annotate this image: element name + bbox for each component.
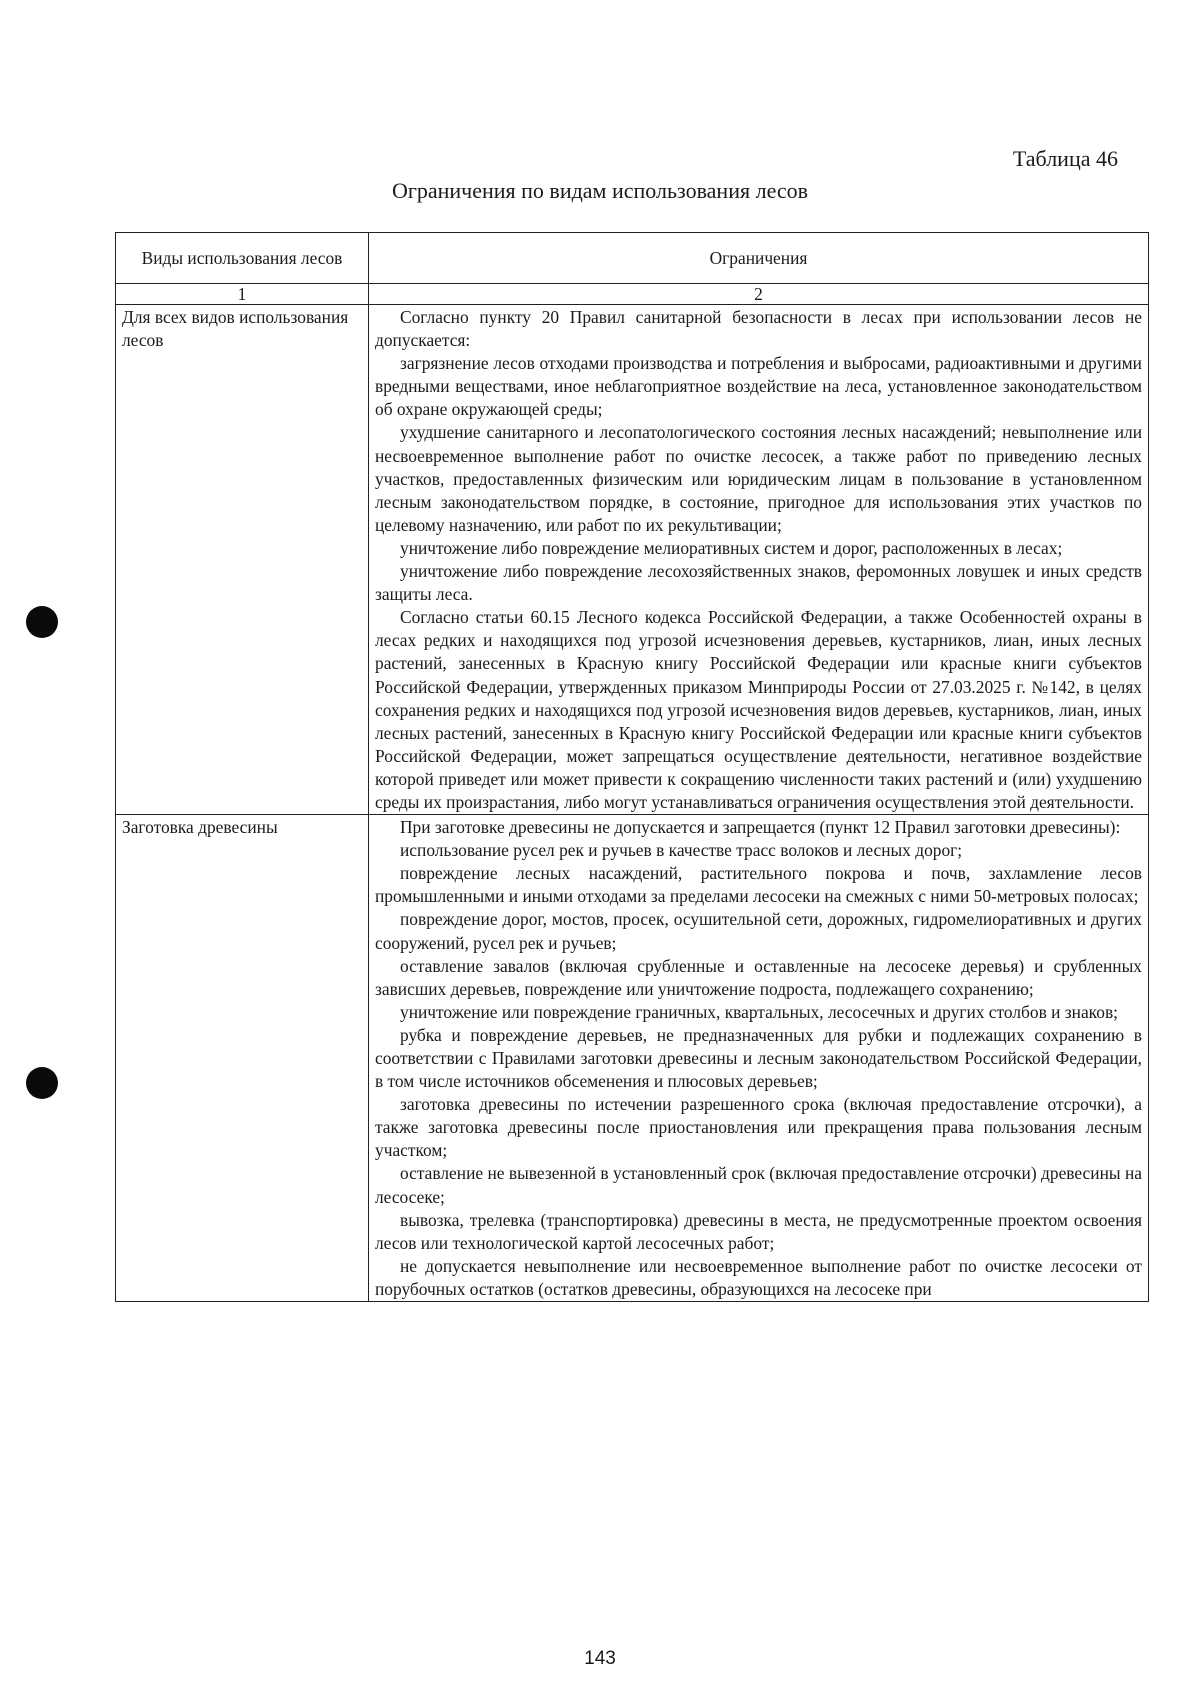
table-row-all-uses (116, 305, 1149, 815)
restriction-paragraph: Согласно пункту 20 Правил санитарной безопасности в лесах при использовании лесов не допускается: (375, 307, 1142, 351)
restriction-paragraph: повреждение дорог, мостов, просек, осушительной сети, дорожных, гидромелиоративных и других сооружений, русел рек и ручьев; (375, 909, 1142, 953)
table-label: Таблица 46 (1012, 146, 1118, 171)
punch-hole-mark (26, 1067, 58, 1099)
restriction-paragraph: Согласно статьи 60.15 Лесного кодекса Российской Федерации, а также Особенностей охраны в лесах редких и находящихся под угрозой исчезновения деревьев, кустарников, лиан, иных лесных растений, занесенных в Красную книгу Российской Федерации или красные книги субъектов Российской Федерации, утвержденных приказом Минприроды России от 27.03.2025 г. №142, в целях сохранения редких и находящихся под угрозой исчезновения видов деревьев, кустарников, лиан, иных лесных растений, занесенных в Красную книгу Российской Федерации или красные книги субъектов Российской Федерации, может запрещаться осуществление деятельности, негативное воздействие которой приведет или может привести к сокращению численности таких растений и (или) ухудшению среды их произрастания, либо могут устанавливаться ограничения осуществления этой деятельности. (375, 607, 1142, 812)
restriction-paragraph: вывозка, трелевка (транспортировка) древесины в места, не предусмотренные проектом освоения лесов или технологической картой лесосечных работ; (375, 1209, 1142, 1253)
header-kinds: Виды использования лесов (116, 233, 369, 284)
page-title: Ограничения по видам использования лесов (391, 178, 809, 203)
column-number-2: 2 (369, 284, 1149, 305)
restriction-paragraph: повреждение лесных насаждений, растительного покрова и почв, захламление лесов промышленными и иными отходами за пределами лесосеки на смежных с ними 50-метровых полосах; (375, 863, 1142, 907)
restriction-paragraph: уничтожение либо повреждение мелиоративных систем и дорог, расположенных в лесах; (400, 537, 1063, 558)
page-number: 143 (584, 1648, 616, 1669)
row-kind: Для всех видов использования лесов (116, 305, 369, 815)
restriction-paragraph: оставление завалов (включая срубленные и оставленные на лесосеке деревья) и срубленных зависших деревьев, повреждение или уничтожение подроста, подлежащего сохранению; (375, 955, 1142, 999)
row-kind: Заготовка древесины (116, 815, 369, 1302)
restriction-paragraph: При заготовке древесины не допускается и запрещается (пункт 12 Правил заготовки древесины): (400, 817, 1121, 838)
restriction-paragraph: заготовка древесины по истечении разрешенного срока (включая предоставление отсрочки), а также заготовка древесины после приостановления или прекращения права пользования лесным участком; (375, 1094, 1142, 1161)
column-number-row (116, 284, 1149, 305)
restriction-paragraph: ухудшение санитарного и лесопатологического состояния лесных насаждений; невыполнение или несвоевременное выполнение работ по очистке лесосек, а также работ по приведению лесных участков, предоставленных физическим или юридическим лицам в пользование в установленном лесным законодательством порядке, в состояние, пригодное для использования этих участков по целевому назначению, или работ по их рекультивации; (375, 422, 1142, 535)
punch-hole-mark (26, 606, 58, 638)
restrictions-table (115, 232, 1149, 1302)
restriction-paragraph: уничтожение либо повреждение лесохозяйственных знаков, феромонных ловушек и иных средств защиты леса. (375, 561, 1142, 605)
header-restrictions: Ограничения (369, 233, 1149, 284)
table-header-row (116, 233, 1149, 284)
restriction-paragraph: оставление не вывезенной в установленный срок (включая предоставление отсрочки) древесины на лесосеке; (375, 1163, 1142, 1207)
row-restrictions (369, 815, 1149, 1302)
restriction-paragraph: уничтожение или повреждение граничных, квартальных, лесосечных и других столбов и знаков; (400, 1001, 1118, 1022)
restriction-paragraph: не допускается невыполнение или несвоевременное выполнение работ по очистке лесосеки от порубочных остатков (остатков древесины, образующихся на лесосеке при (375, 1255, 1142, 1299)
restriction-paragraph: рубка и повреждение деревьев, не предназначенных для рубки и подлежащих сохранению в соответствии с Правилами заготовки древесины и лесным законодательством Российской Федерации, в том числе источников обсеменения и плюсовых деревьев; (375, 1024, 1142, 1092)
restriction-paragraph: загрязнение лесов отходами производства и потребления и выбросами, радиоактивными и другими вредными веществами, иное неблагоприятное воздействие на леса, установленное законодательством об охране окружающей среды; (375, 353, 1142, 420)
row-restrictions (369, 305, 1149, 815)
table-row-timber-harvest (116, 815, 1149, 1302)
column-number-1: 1 (116, 284, 369, 305)
restriction-paragraph: использование русел рек и ручьев в качестве трасс волоков и лесных дорог; (400, 840, 963, 861)
